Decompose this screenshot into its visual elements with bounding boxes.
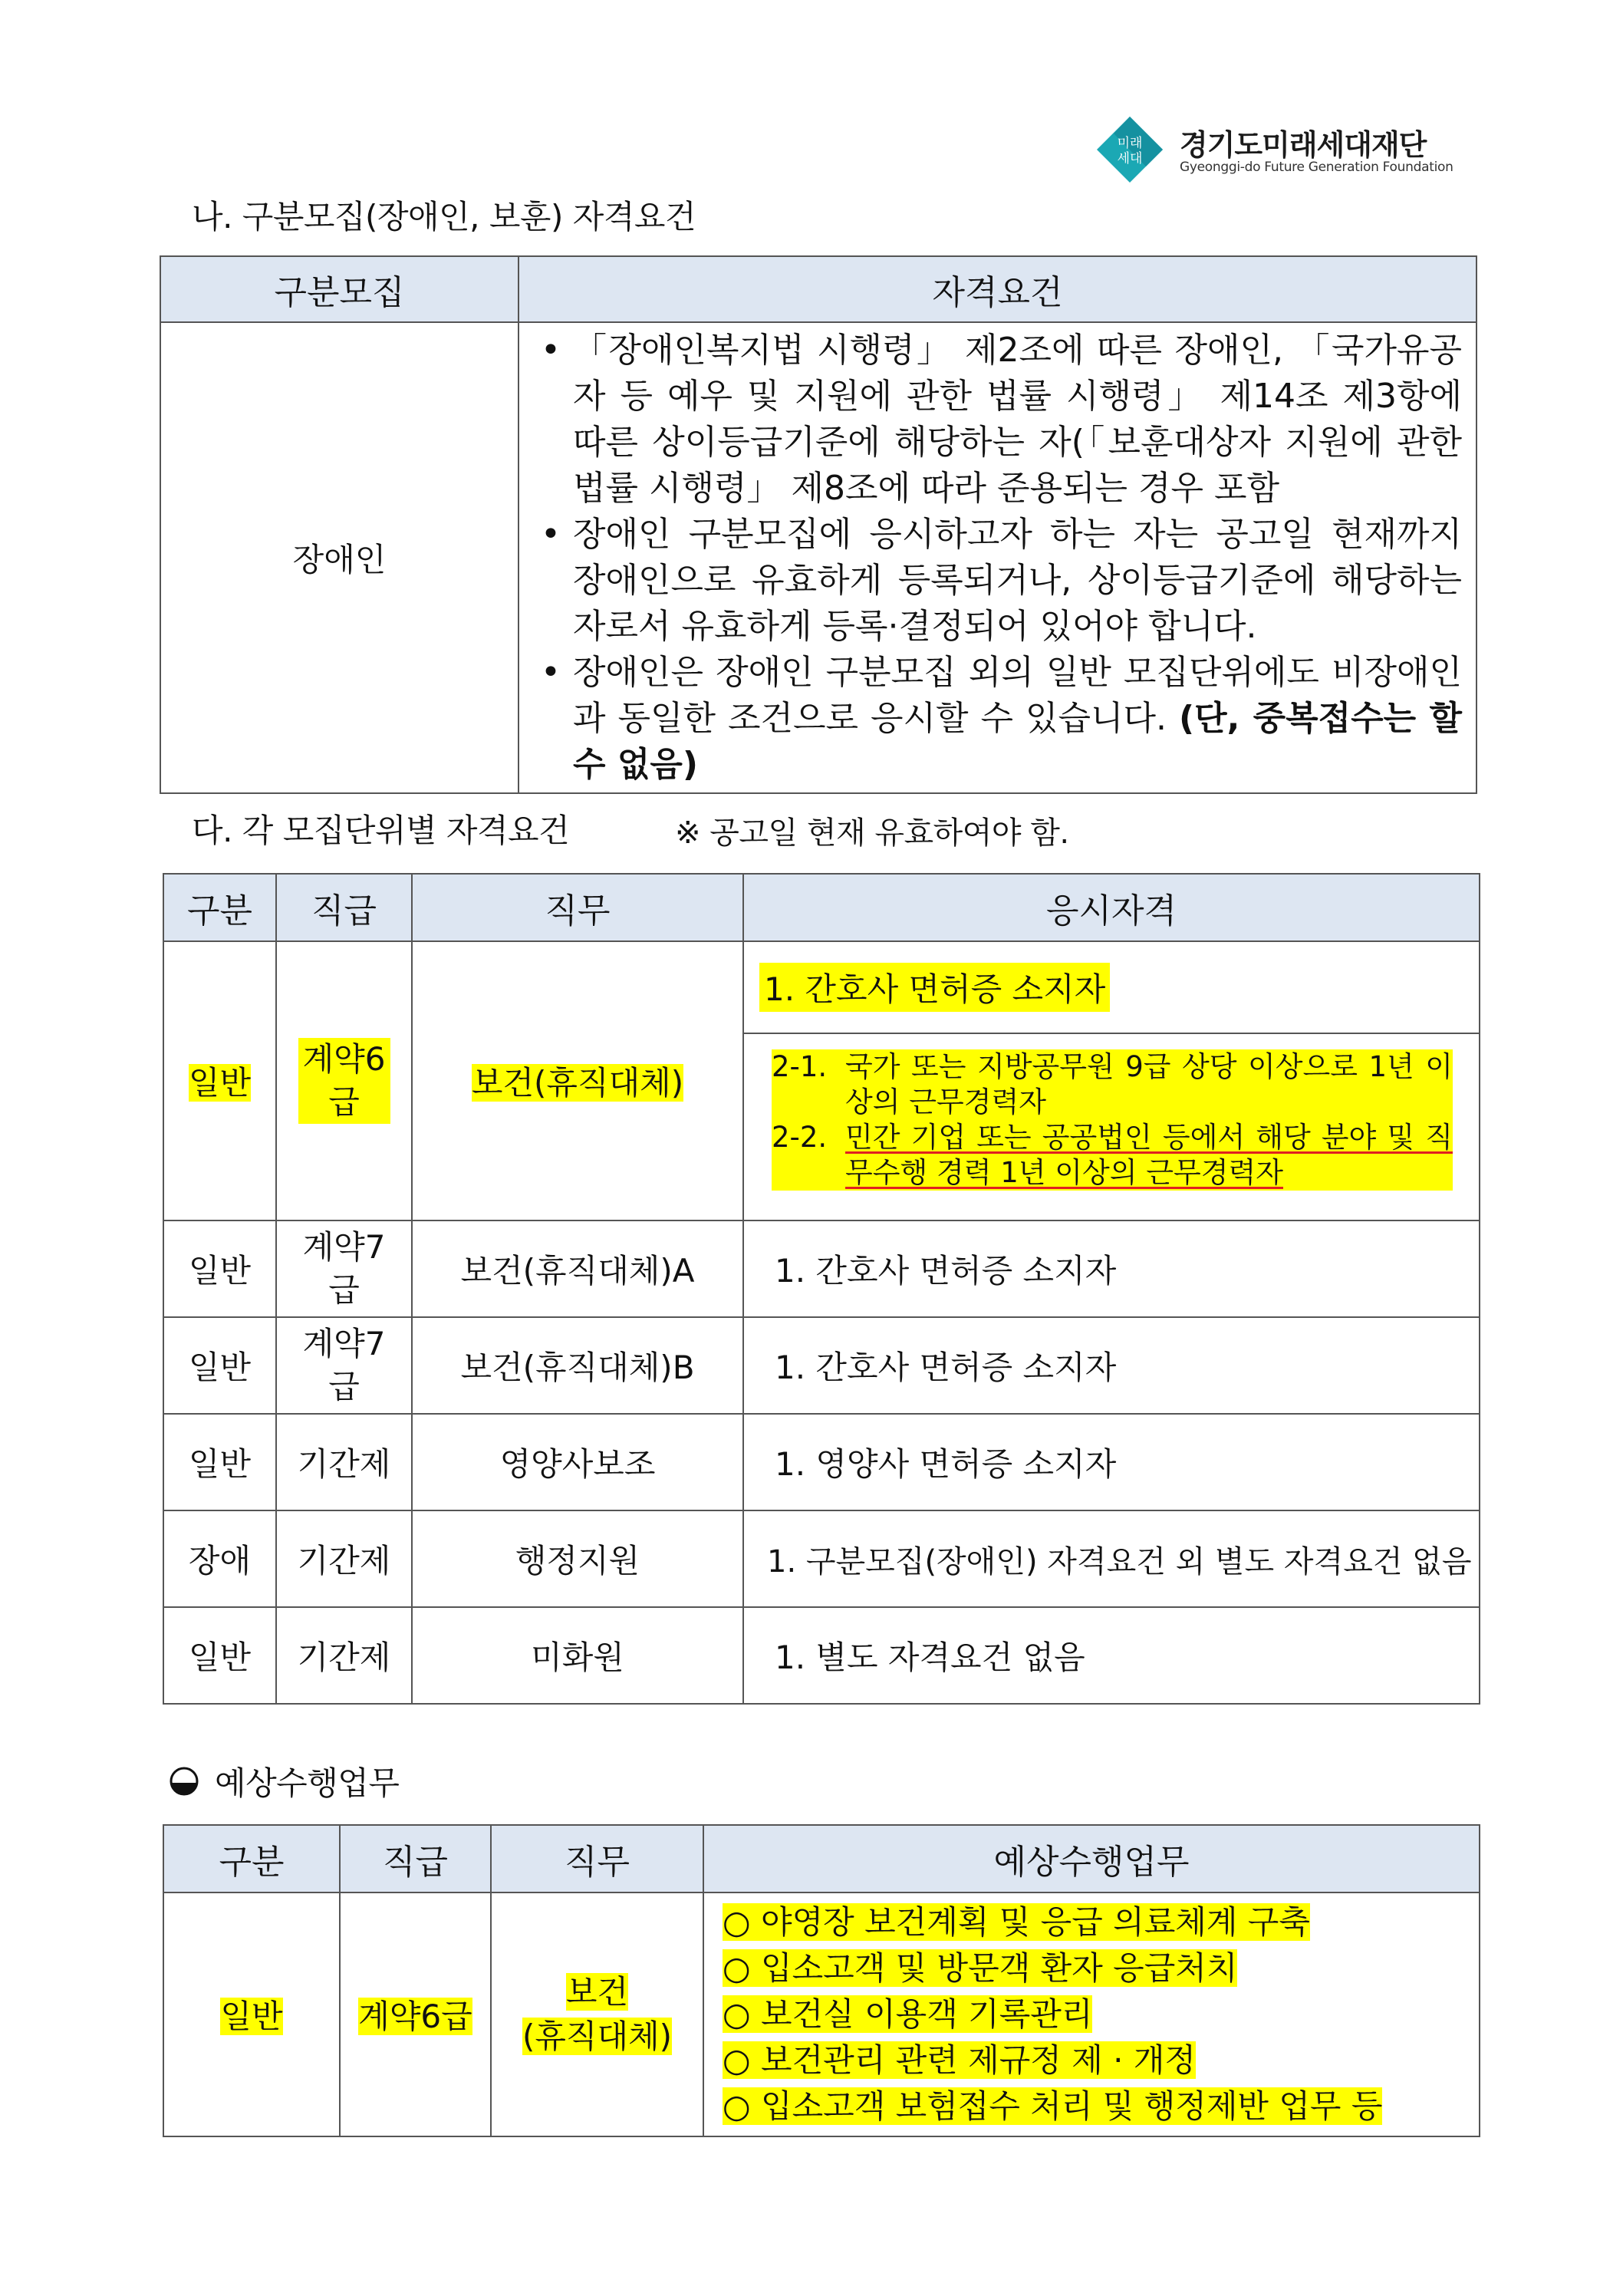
table-header-row	[160, 256, 1477, 322]
cell-category: 일반	[163, 1317, 276, 1414]
bullet-dot-icon: •	[541, 653, 561, 692]
expected-duties-table	[163, 1824, 1480, 2137]
disability-requirements-table	[160, 255, 1477, 794]
duplicate-warning: (단, 중복접수는 할 수 없음)	[573, 699, 1462, 784]
cell-duty: 보건 (휴직대체)	[491, 1892, 703, 2136]
cell-category: 일반	[163, 1220, 276, 1317]
table-row	[160, 322, 1477, 793]
table-row	[163, 1510, 1480, 1607]
half-filled-circle-icon	[169, 1766, 199, 1797]
duty-item: ○ 입소고객 보험접수 처리 및 행정제반 업무 등	[723, 2087, 1383, 2125]
table-row	[163, 1607, 1480, 1704]
bullet-dot-icon: •	[541, 515, 561, 554]
cell-grade: 기간제	[276, 1510, 412, 1607]
section-da-note: ※ 공고일 현재 유효하여야 함.	[675, 815, 1069, 851]
header-recruit-type: 구분모집	[160, 256, 519, 322]
cell-grade: 계약6급	[340, 1892, 491, 2136]
cell-grade: 기간제	[276, 1607, 412, 1704]
table-row	[163, 941, 1480, 1220]
bullet-dot-icon: •	[541, 331, 561, 370]
bullet-item: • 「장애인복지법 시행령」 제2조에 따른 장애인, 「국가유공자 등 예우 및 지원에 관한 법률 시행령」 제14조 제3항에 따른 상이등급기준에 해당하는 자(「보훈대상자 지원에 관한 법률 시행령」 제8조에 따라 준용되는 경우 포함	[541, 328, 1462, 512]
duty-item: ○ 야영장 보건계획 및 응급 의료체계 구축	[723, 1903, 1310, 1941]
header-requirements: 자격요건	[519, 256, 1477, 322]
row-label-disabled: 장애인	[160, 322, 519, 793]
svg-text:세대: 세대	[1117, 151, 1143, 166]
table-row	[163, 1220, 1480, 1317]
header-expected-duties: 예상수행업무	[703, 1825, 1480, 1892]
cell-grade: 계약6급	[276, 941, 412, 1220]
cell-category: 일반	[163, 1414, 276, 1510]
section-na-title: 나. 구분모집(장애인, 보훈) 자격요건	[192, 198, 696, 236]
cell-duty: 행정지원	[412, 1510, 743, 1607]
section-da-title: 다. 각 모집단위별 자격요건	[192, 812, 570, 849]
duties-heading	[169, 1758, 399, 1804]
cell-qualification: 1. 간호사 면허증 소지자	[743, 1220, 1480, 1317]
cell-category: 장애	[163, 1510, 276, 1607]
cell-qualification: 1. 구분모집(장애인) 자격요건 외 별도 자격요건 없음	[743, 1510, 1480, 1607]
duty-item: ○ 보건실 이용객 기록관리	[723, 1995, 1093, 2033]
cell-category: 일반	[163, 1607, 276, 1704]
table-row	[163, 1414, 1480, 1510]
qualification-item-2-2: 2-2. 민간 기업 또는 공공법인 등에서 해당 분야 및 직무수행 경력 1년 이상의 근무경력자	[772, 1121, 1453, 1189]
cell-grade: 계약7급	[276, 1317, 412, 1414]
table-row	[163, 1892, 1480, 2136]
header-grade: 직급	[276, 874, 412, 941]
logo-name-english: Gyeonggi-do Future Generation Foundation	[1180, 160, 1453, 175]
duties-title: 예상수행업무	[215, 1764, 400, 1802]
cell-duty: 보건(휴직대체)A	[412, 1220, 743, 1317]
requirements-cell	[519, 322, 1477, 793]
table-header-row	[163, 1825, 1480, 1892]
cell-category: 일반	[163, 1892, 340, 2136]
table-header-row	[163, 874, 1480, 941]
qualification-item-2-1: 2-1. 국가 또는 지방공무원 9급 상당 이상으로 1년 이상의 근무경력자	[772, 1050, 1453, 1118]
qualification-item-2	[744, 1034, 1479, 1198]
logo-name-korean: 경기도미래세대재단	[1180, 128, 1427, 162]
duty-item: ○ 보건관리 관련 제규정 제 · 개정	[723, 2041, 1196, 2079]
cell-grade: 기간제	[276, 1414, 412, 1510]
header-qualification: 응시자격	[743, 874, 1480, 941]
header-duty: 직무	[412, 874, 743, 941]
cell-qualification: 1. 간호사 면허증 소지자	[743, 1317, 1480, 1414]
foundation-logo-icon	[1095, 115, 1164, 184]
cell-duty: 보건(휴직대체)B	[412, 1317, 743, 1414]
header-duty: 직무	[491, 1825, 703, 1892]
cell-duty: 미화원	[412, 1607, 743, 1704]
cell-duty: 영양사보조	[412, 1414, 743, 1510]
svg-text:미래: 미래	[1117, 136, 1143, 151]
qualification-table	[163, 873, 1480, 1705]
cell-category: 일반	[163, 941, 276, 1220]
duty-item: ○ 입소고객 및 방문객 환자 응급처치	[723, 1949, 1238, 1987]
cell-duties-list	[703, 1892, 1480, 2136]
cell-grade: 계약7급	[276, 1220, 412, 1317]
cell-qualification: 1. 영양사 면허증 소지자	[743, 1414, 1480, 1510]
foundation-logo	[1095, 115, 1494, 184]
cell-qualification	[743, 941, 1480, 1220]
cell-duty: 보건(휴직대체)	[412, 941, 743, 1220]
header-category: 구분	[163, 874, 276, 941]
header-category: 구분	[163, 1825, 340, 1892]
header-grade: 직급	[340, 1825, 491, 1892]
bullet-item: • 장애인 구분모집에 응시하고자 하는 자는 공고일 현재까지 장애인으로 유효하게 등록되거나, 상이등급기준에 해당하는 자로서 유효하게 등록·결정되어 있어야 합니다.	[541, 512, 1462, 650]
cell-qualification: 1. 별도 자격요건 없음	[743, 1607, 1480, 1704]
table-row	[163, 1317, 1480, 1414]
bullet-item: • 장애인은 장애인 구분모집 외의 일반 모집단위에도 비장애인과 동일한 조건으로 응시할 수 있습니다. (단, 중복접수는 할 수 없음)	[541, 650, 1462, 788]
qualification-item-1: 1. 간호사 면허증 소지자	[744, 942, 1479, 1034]
